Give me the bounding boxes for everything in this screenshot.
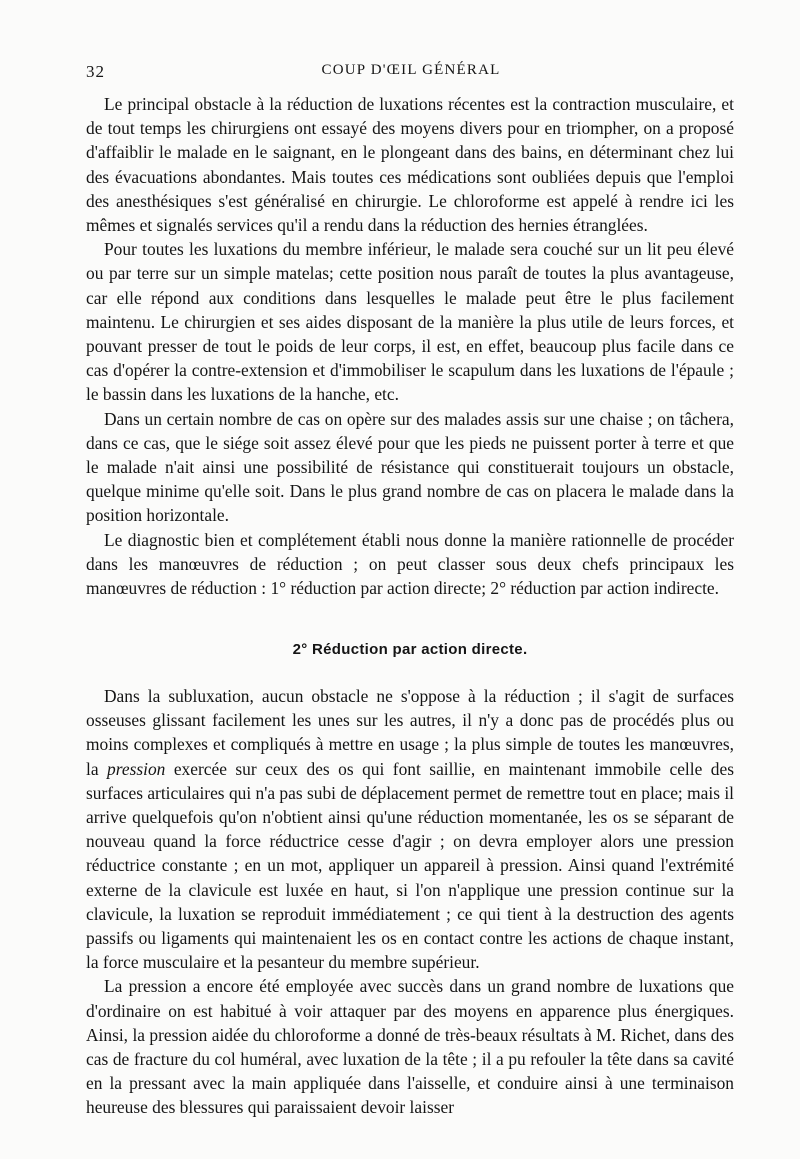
body-text-bottom [86,684,734,1120]
page-header [86,62,736,86]
paragraph-text: Dans la subluxation, aucun obstacle ne s'oppose à la réduction ; il s'agit de surfaces osseuses glissant facilement les unes sur les autres, il n'y a donc pas de procédés plus ou moins complexes et compliqués à mettre en usage ; la plus simple de toutes les manœuvres, la [86,686,734,779]
running-head: COUP D'ŒIL GÉNÉRAL [321,62,501,78]
paragraph: Le diagnostic bien et complétement établi nous donne la manière rationnelle de procéder dans les manœuvres de réduction ; on peut classer sous deux chefs principaux les manœuvres de réduction : 1° réduction par action directe; 2° réduction par action indirecte. [86,529,734,599]
section-heading: 2° Réduction par action directe. [292,641,528,658]
body-text-top [86,92,734,600]
paragraph [86,684,734,974]
paragraph: Pour toutes les luxations du membre inférieur, le malade sera couché sur un lit peu élevé ou par terre sur un simple matelas; cette position nous paraît de toutes la plus avantageuse, car elle répond aux conditions dans lesquelles le malade peut être le plus facilement maintenu. Le chirurgien et ses aides disposant de la manière la plus utile de leurs forces, et pouvant presser de tout le poids de leur corps, il est, en effet, beaucoup plus facile dans ce cas d'opérer la contre-extension et d'immobiliser le scapulum dans les luxations de l'épaule ; le bassin dans les luxations de la hanche, etc. [86,239,734,405]
paragraph: Dans un certain nombre de cas on opère sur des malades assis sur une chaise ; on tâchera, dans ce cas, que le siége soit assez élevé pour que les pieds ne puissent porter à terre et que le malade n'ait ainsi une possibilité de résistance qui constituerait toujours un obstacle, quelque minime qu'elle soit. Dans le plus grand nombre de cas on placera le malade dans la position horizontale. [86,408,734,526]
paragraph: Le principal obstacle à la réduction de luxations récentes est la contraction musculaire, et de tout temps les chirurgiens ont essayé des moyens divers pour en triompher, on a proposé d'affaiblir le malade en le saignant, en le plongeant dans des bains, en déterminant chez lui des évacuations abondantes. Mais toutes ces médications sont oubliées depuis que l'emploi des anesthésiques s'est généralisé en chirurgie. Le chloroforme est appelé à rendre ici les mêmes et signalés services qu'il a rendu dans la réduction des hernies étranglées. [86,94,734,236]
paragraph: La pression a encore été employée avec succès dans un grand nombre de luxations que d'ordinaire on est habitué à voir attaquer par des moyens en apparence plus énergiques. Ainsi, la pression aidée du chloroforme a donné de très-beaux résultats à M. Richet, dans des cas de fracture du col huméral, avec luxation de la tête ; il a pu refouler la tête dans sa cavité en la pressant avec la main appliquée dans l'aisselle, et conduire ainsi à une terminaison heureuse des blessures qui paraissaient devoir laisser [86,976,734,1118]
paragraph-text: exercée sur ceux des os qui font saillie, en maintenant immobile celle des surfaces articulaires qui n'a pas subi de déplacement permet de remettre tout en place; mais il arrive quelquefois qu'on n'obtient ainsi qu'une réduction momentanée, les os se séparant de nouveau quand la force réductrice cesse d'agir ; on devra employer alors une pression réductrice constante ; en un mot, appliquer un appareil à pression. Ainsi quand l'extrémité externe de la clavicule est luxée en haut, si l'on n'applique une pression continue sur la clavicule, la luxation se reproduit immédiatement ; ce qui tient à la destruction des agents passifs ou ligaments qui maintenaient les os en contact contre les actions de chaque instant, la force musculaire et la pesanteur du membre supérieur. [86,758,734,973]
italic-term: pression [107,758,166,779]
page-number: 32 [86,62,105,81]
